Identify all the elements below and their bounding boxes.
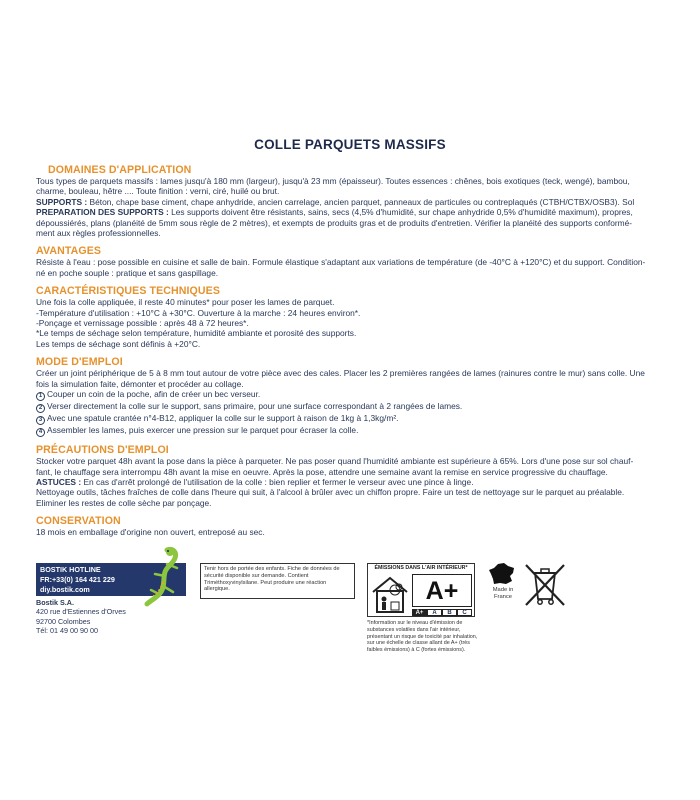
emissions-scale <box>412 609 472 616</box>
address-line: 92700 Colombes <box>36 616 91 626</box>
domaines-line: ment aux règles professionnelles. <box>36 228 161 239</box>
step-text: Couper un coin de la poche, afin de créer un bec verseur. <box>47 389 261 400</box>
step-text: Assembler les lames, puis exercer une pression sur le parquet pour écraser la colle. <box>47 425 359 436</box>
domaines-line: dépoussiérés, plans (planéité de 5mm sous règle de 2 mètres), et exempts de produits gras et de produits d'entretien. Vérifier la planéité des supports conformé- <box>36 217 633 228</box>
mode-step <box>36 401 668 413</box>
domaines-line: charme, bouleau, hêtre .... Toute finition : verni, ciré, huilé ou brut. <box>36 186 280 197</box>
company-address <box>36 598 126 635</box>
made-in-france <box>488 562 518 600</box>
section-title-caracteristiques: CARACTÉRISTIQUES TECHNIQUES <box>36 285 220 298</box>
step-number-icon: 4 <box>36 428 45 437</box>
page-title: COLLE PARQUETS MASSIFS <box>254 137 446 152</box>
supports-text: Béton, chape base ciment, chape anhydride, ancien carrelage, ancien parquet, panneaux de particules ou contreplaqués (CTBH/CTBX/OSB3). Sol <box>87 196 635 207</box>
hotline-title: BOSTIK HOTLINE <box>40 565 101 574</box>
precautions-line: Nettoyage outils, tâches fraîches de colle dans l'heure qui suit, à l'alcool à brûler avec un chiffon propre. Faire un test de nettoyage sur le parquet au préalable. <box>36 487 625 498</box>
step-text: Avec une spatule crantée n°4-B12, appliquer la colle sur le support à raison de 1kg à 1,3kg/m². <box>47 413 399 424</box>
section-title-conservation: CONSERVATION <box>36 515 121 528</box>
company-name: Bostik S.A. <box>36 598 74 607</box>
section-title-mode: MODE D'EMPLOI <box>36 356 123 369</box>
step-number-icon: 2 <box>36 404 45 413</box>
caracteristiques-line: *Le temps de séchage selon température, humidité ambiante et porosité des supports. <box>36 328 357 339</box>
section-title-domaines: DOMAINES D'APPLICATION <box>48 164 192 176</box>
address-line: 420 rue d'Estiennes d'Orves <box>36 607 126 617</box>
avantages-line: né en poche souple : pratique et sans gaspillage. <box>36 267 219 278</box>
france-map-icon <box>488 562 518 586</box>
made-in-label: Made in France <box>492 587 514 600</box>
astuces-text: En cas d'arrêt prolongé de l'utilisation de la colle : bien replier et fermer le verseur avec une pince à linge. <box>81 476 474 487</box>
caracteristiques-line: Les temps de séchage sont définis à +20°C. <box>36 338 201 349</box>
prep-label: PREPARATION DES SUPPORTS : <box>36 207 169 218</box>
prep-text: Les supports doivent être résistants, sains, secs (4,5% d'humidité, sur chape anhydride 0,5% d'humidité maximum), propres, <box>168 207 633 218</box>
supports-line <box>36 197 668 207</box>
domaines-line: Tous types de parquets massifs : lames jusqu'à 180 mm (largeur), jusqu'à 23 mm (épaisseur). Toutes essences : chênes, bois exotiques (teck, wengé), bambou, <box>36 176 630 186</box>
section-title-precautions: PRÉCAUTIONS D'EMPLOI <box>36 444 169 457</box>
gecko-logo-icon <box>137 546 187 608</box>
precautions-line: Eliminer les restes de colle sèche par ponçage. <box>36 497 212 508</box>
mode-line: Créer un joint périphérique de 5 à 8 mm tout autour de votre pièce avec des cales. Placer les 2 premières rangées de lames (rainures contre le mur) sans colle. Une <box>36 368 645 379</box>
mode-line: fois la simulation faite, démonter et procéder au collage. <box>36 378 244 389</box>
hotline-site: diy.bostik.com <box>40 585 90 594</box>
precautions-line: fant, le chauffage sera interrompu 48h avant la mise en oeuvre. Après la pose, attendre une semaine avant la remise en service progressive du chauffage. <box>36 466 608 477</box>
supports-label: SUPPORTS : <box>36 196 88 207</box>
mode-step <box>36 389 668 401</box>
company-tel: Tél: 01 49 00 90 00 <box>36 625 98 635</box>
caracteristiques-line: -Ponçage et vernissage possible : après 48 à 72 heures*. <box>36 318 249 329</box>
step-text: Verser directement la colle sur le support, sans primaire, pour une surface correspondant à 2 rangées de lames. <box>47 401 463 412</box>
precautions-line: Stocker votre parquet 48h avant la pose dans la pièce à parqueter. Ne pas poser quand l'humidité ambiante est supérieure à 65%. Lors d'une pose sur sol chauf- <box>36 456 634 467</box>
crossed-bin-icon <box>522 561 568 607</box>
scale-item: C <box>457 609 472 616</box>
section-title-avantages: AVANTAGES <box>36 245 102 258</box>
step-number-icon: 3 <box>36 416 45 425</box>
safety-notice: Tenir hors de portée des enfants. Fiche de données de sécurité disponible sur demande. Contient Triméthoxyvinylsilane. Peut produire une réaction allergique. <box>200 563 355 599</box>
house-icon <box>371 574 409 614</box>
astuces-label: ASTUCES : <box>36 476 82 487</box>
mode-step <box>36 413 668 425</box>
emissions-grade: A+ <box>412 574 472 607</box>
step-number-icon: 1 <box>36 392 45 401</box>
caracteristiques-line: -Température d'utilisation : +10°C à +30°C. Ouverture à la marche : 24 heures environ*. <box>36 307 361 318</box>
conservation-line: 18 mois en emballage d'origine non ouvert, entreposé au sec. <box>36 527 265 538</box>
emissions-note: *Information sur le niveau d'émission de substances volatiles dans l'air intérieur, présentant un risque de toxicité par inhalation, sur une échelle de classe allant de A+ (très faibles émissions) à C (fortes émissions). <box>367 620 478 654</box>
emissions-label <box>367 563 475 617</box>
prep-line <box>36 207 668 217</box>
avantages-line: Résiste à l'eau : pose possible en cuisine et salle de bain. Formule élastique s'adaptant aux variations de température (de -40°C à +120°C) et du support. Condition- <box>36 257 646 268</box>
content <box>36 164 668 538</box>
scale-item: A <box>427 609 442 616</box>
scale-item: B <box>442 609 457 616</box>
emissions-title: ÉMISSIONS DANS L'AIR INTÉRIEUR* <box>374 565 468 571</box>
scale-item: A+ <box>412 609 427 616</box>
caracteristiques-line: Une fois la colle appliquée, il reste 40 minutes* pour poser les lames de parquet. <box>36 297 335 308</box>
astuces-line <box>36 477 668 487</box>
mode-step <box>36 425 668 437</box>
hotline-phone: FR:+33(0) 164 421 229 <box>40 575 115 584</box>
